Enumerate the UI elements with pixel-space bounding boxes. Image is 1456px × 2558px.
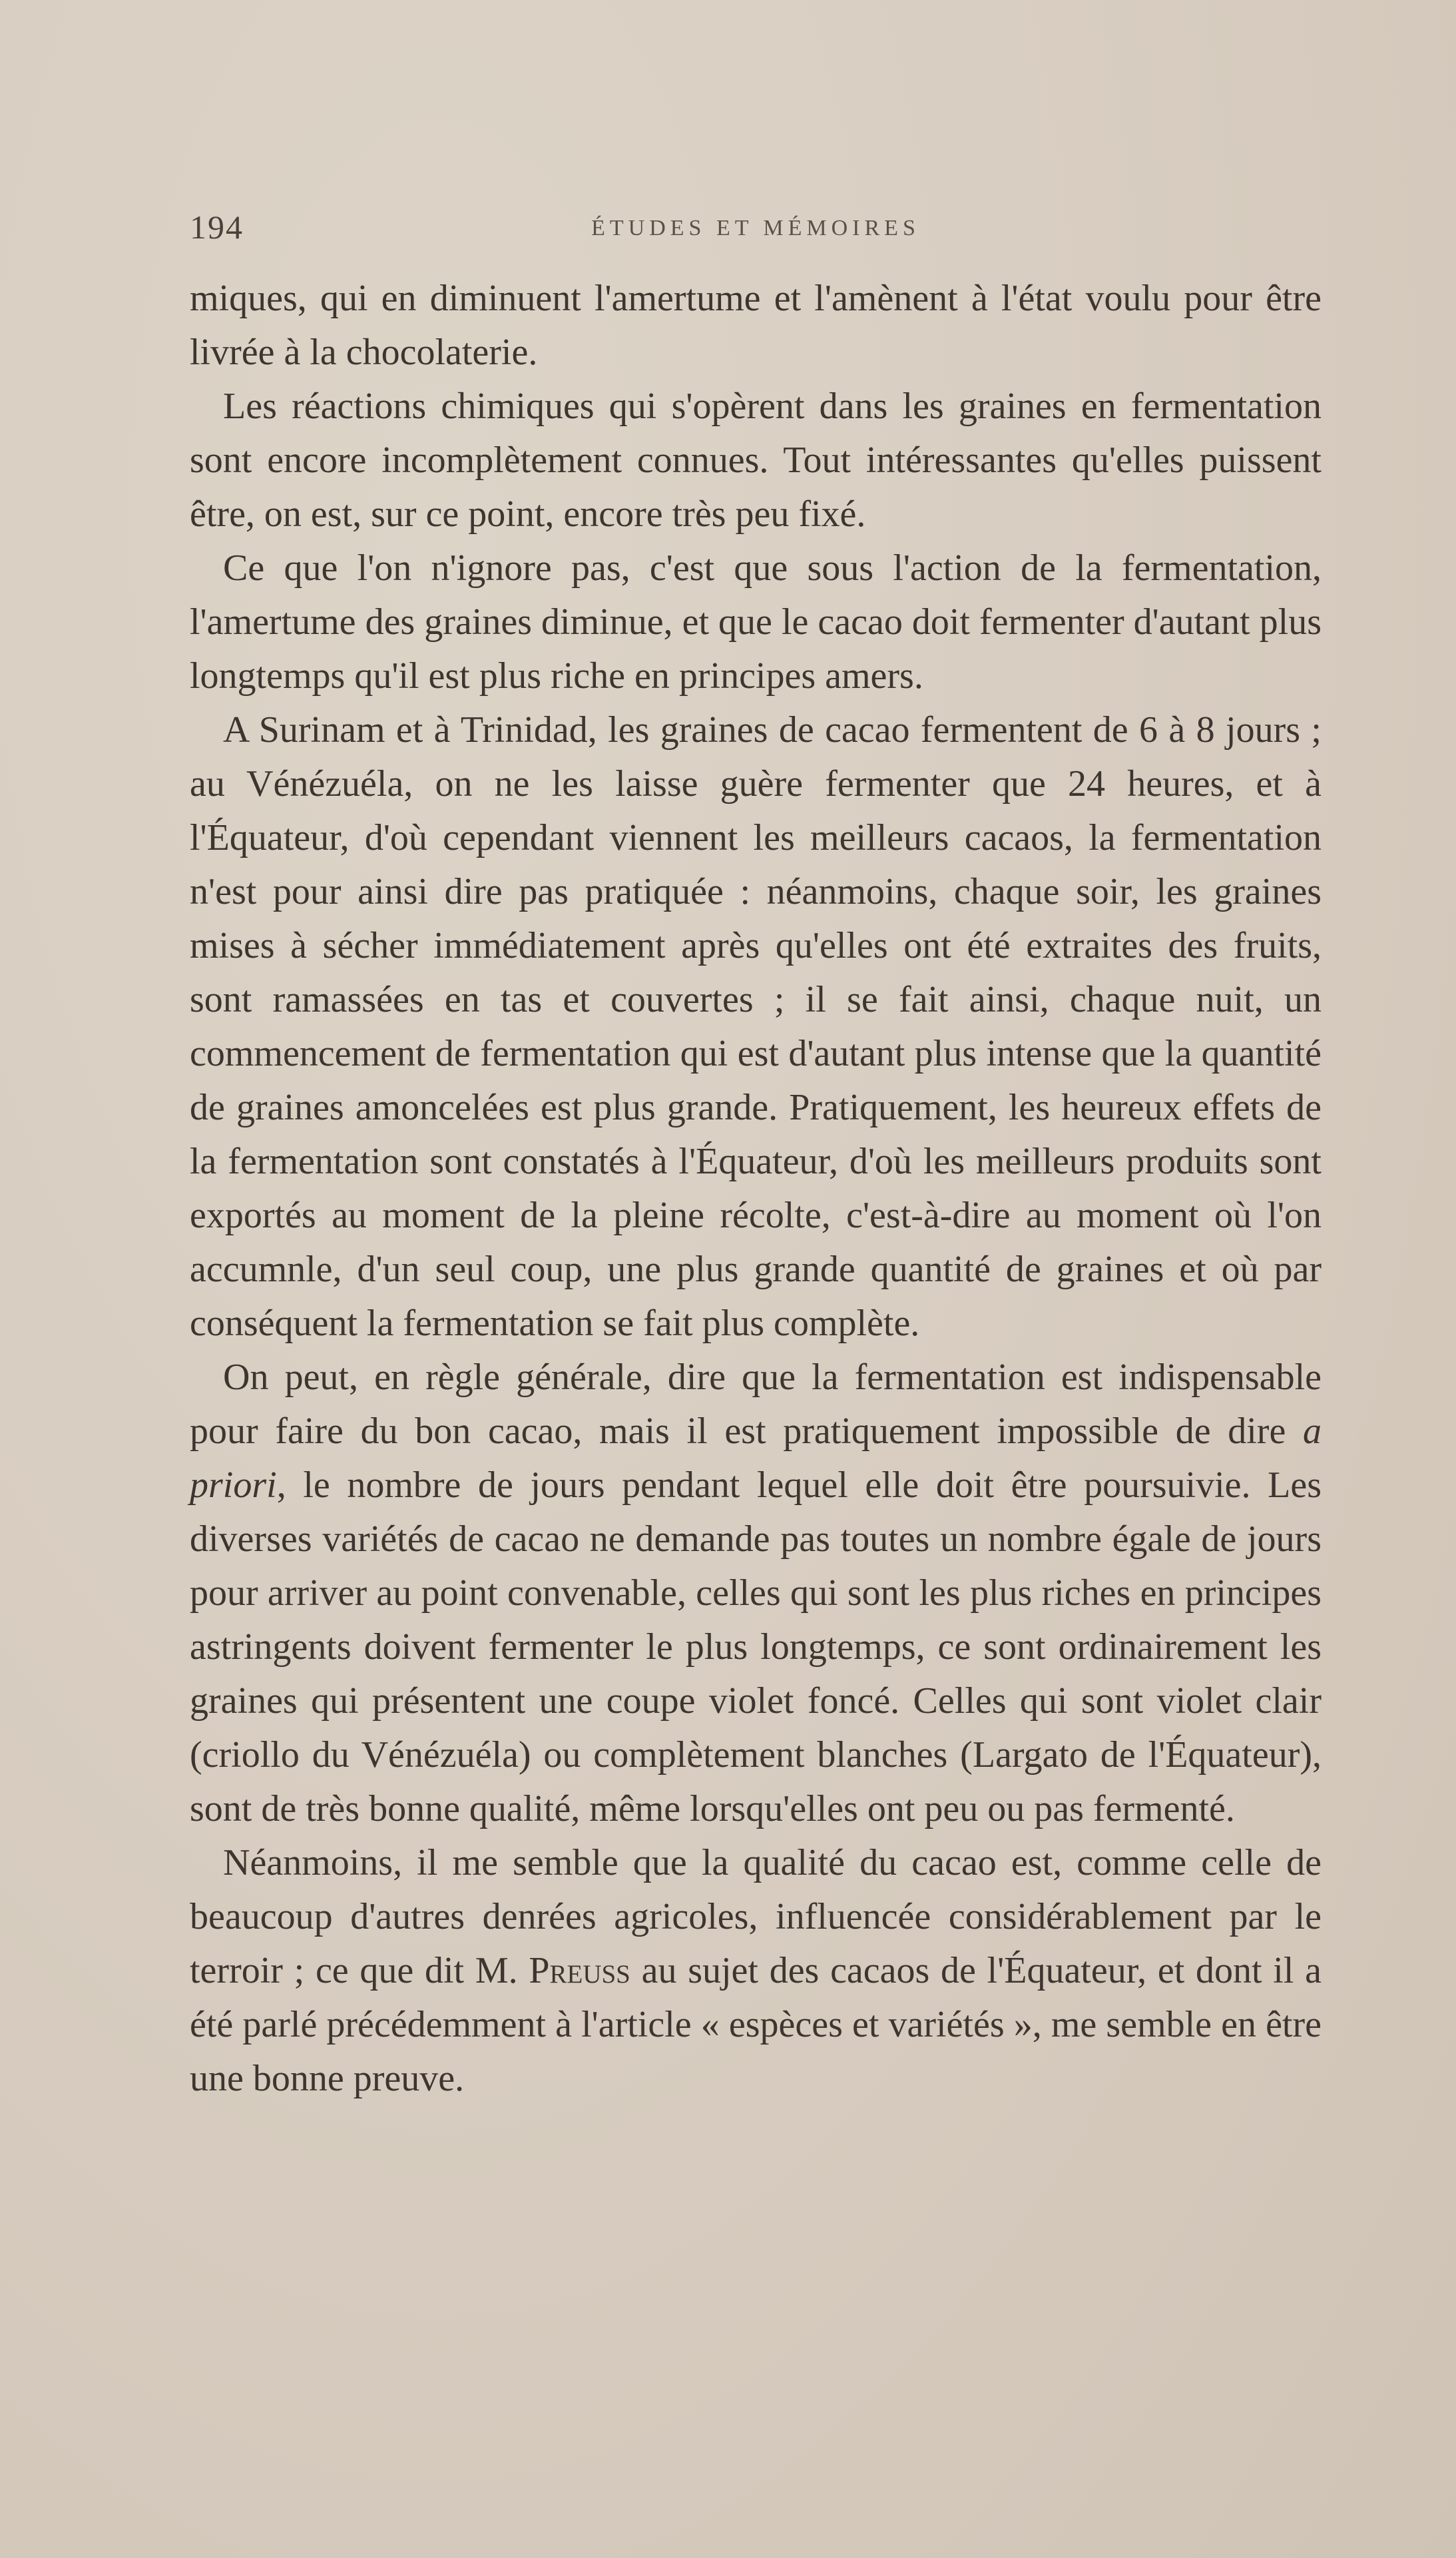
paragraph-1: miques, qui en diminuent l'amertume et l'amènent à l'état voulu pour être livrée à la chocolaterie. <box>190 278 1322 373</box>
italic-phrase: a priori <box>190 1411 1322 1506</box>
paragraph-3: Ce que l'on n'ignore pas, c'est que sous l'action de la fermentation, l'amertume des graines diminue, et que le cacao doit fermenter d'autant plus longtemps qu'il est plus riche en principes amers. <box>190 547 1322 697</box>
paragraph-4: A Surinam et à Trinidad, les graines de cacao fermentent de 6 à 8 jours ; au Vénézuéla, on ne les laisse guère fermenter que 24 heures, et à l'Équateur, d'où cependant viennent les meilleurs cacaos, la fermentation n'est pour ainsi dire pas pratiquée : néanmoins, chaque soir, les graines mises à sécher immédiatement après qu'elles ont été extraites des fruits, sont ramassées en tas et couvertes ; il se fait ainsi, chaque nuit, un commencement de fermentation qui est d'autant plus intense que la quantité de graines amoncelées est plus grande. Pratiquement, les heureux effets de la fermentation sont constatés à l'Équateur, d'où les meilleurs produits sont exportés au moment de la pleine récolte, c'est-à-dire au moment où l'on accumnle, d'un seul coup, une plus grande quantité de graines et où par conséquent la fermentation se fait plus complète. <box>190 709 1322 1344</box>
paragraph-5 <box>190 1351 1322 1836</box>
paragraph-6 <box>190 1836 1322 2106</box>
running-title: ÉTUDES ET MÉMOIRES <box>591 216 920 240</box>
body-text <box>190 272 1322 2106</box>
paragraph-5-part-2: , le nombre de jours pendant lequel elle doit être poursuivie. Les diverses variétés de cacao ne demande pas toutes un nombre égale de jours pour arriver au point convenable, celles qui sont les plus riches en principes astringents doivent fermenter le plus longtemps, ce sont ordinairement les graines qui présentent une coupe violet foncé. Celles qui sont violet clair (criollo du Vénézuéla) ou complètement blanches (Largato de l'Équateur), sont de très bonne qualité, même lorsqu'elles ont peu ou pas fermenté. <box>190 1464 1322 1829</box>
paragraph-5-part-1: On peut, en règle générale, dire que la fermentation est indispensable pour faire du bon cacao, mais il est pratiquement impossible de dire <box>190 1357 1322 1452</box>
paragraph-2: Les réactions chimiques qui s'opèrent dans les graines en fermentation sont encore incomplètement connues. Tout intéressantes qu'elles puissent être, on est, sur ce point, encore très peu fixé. <box>190 386 1322 535</box>
page-header <box>190 208 1322 248</box>
paragraph-6-part-2: au sujet des cacaos de l'Équateur, et dont il a été parlé précédemment à l'article « espèces et variétés », me semble en être une bonne preuve. <box>190 1950 1322 2099</box>
page-number: 194 <box>190 208 244 246</box>
paragraph-6-part-1: Néanmoins, il me semble que la qualité du cacao est, comme celle de beaucoup d'autres denrées agricoles, influencée considérablement par le terroir ; ce que dit M. <box>190 1842 1322 1991</box>
author-name: Preuss <box>529 1950 630 1991</box>
